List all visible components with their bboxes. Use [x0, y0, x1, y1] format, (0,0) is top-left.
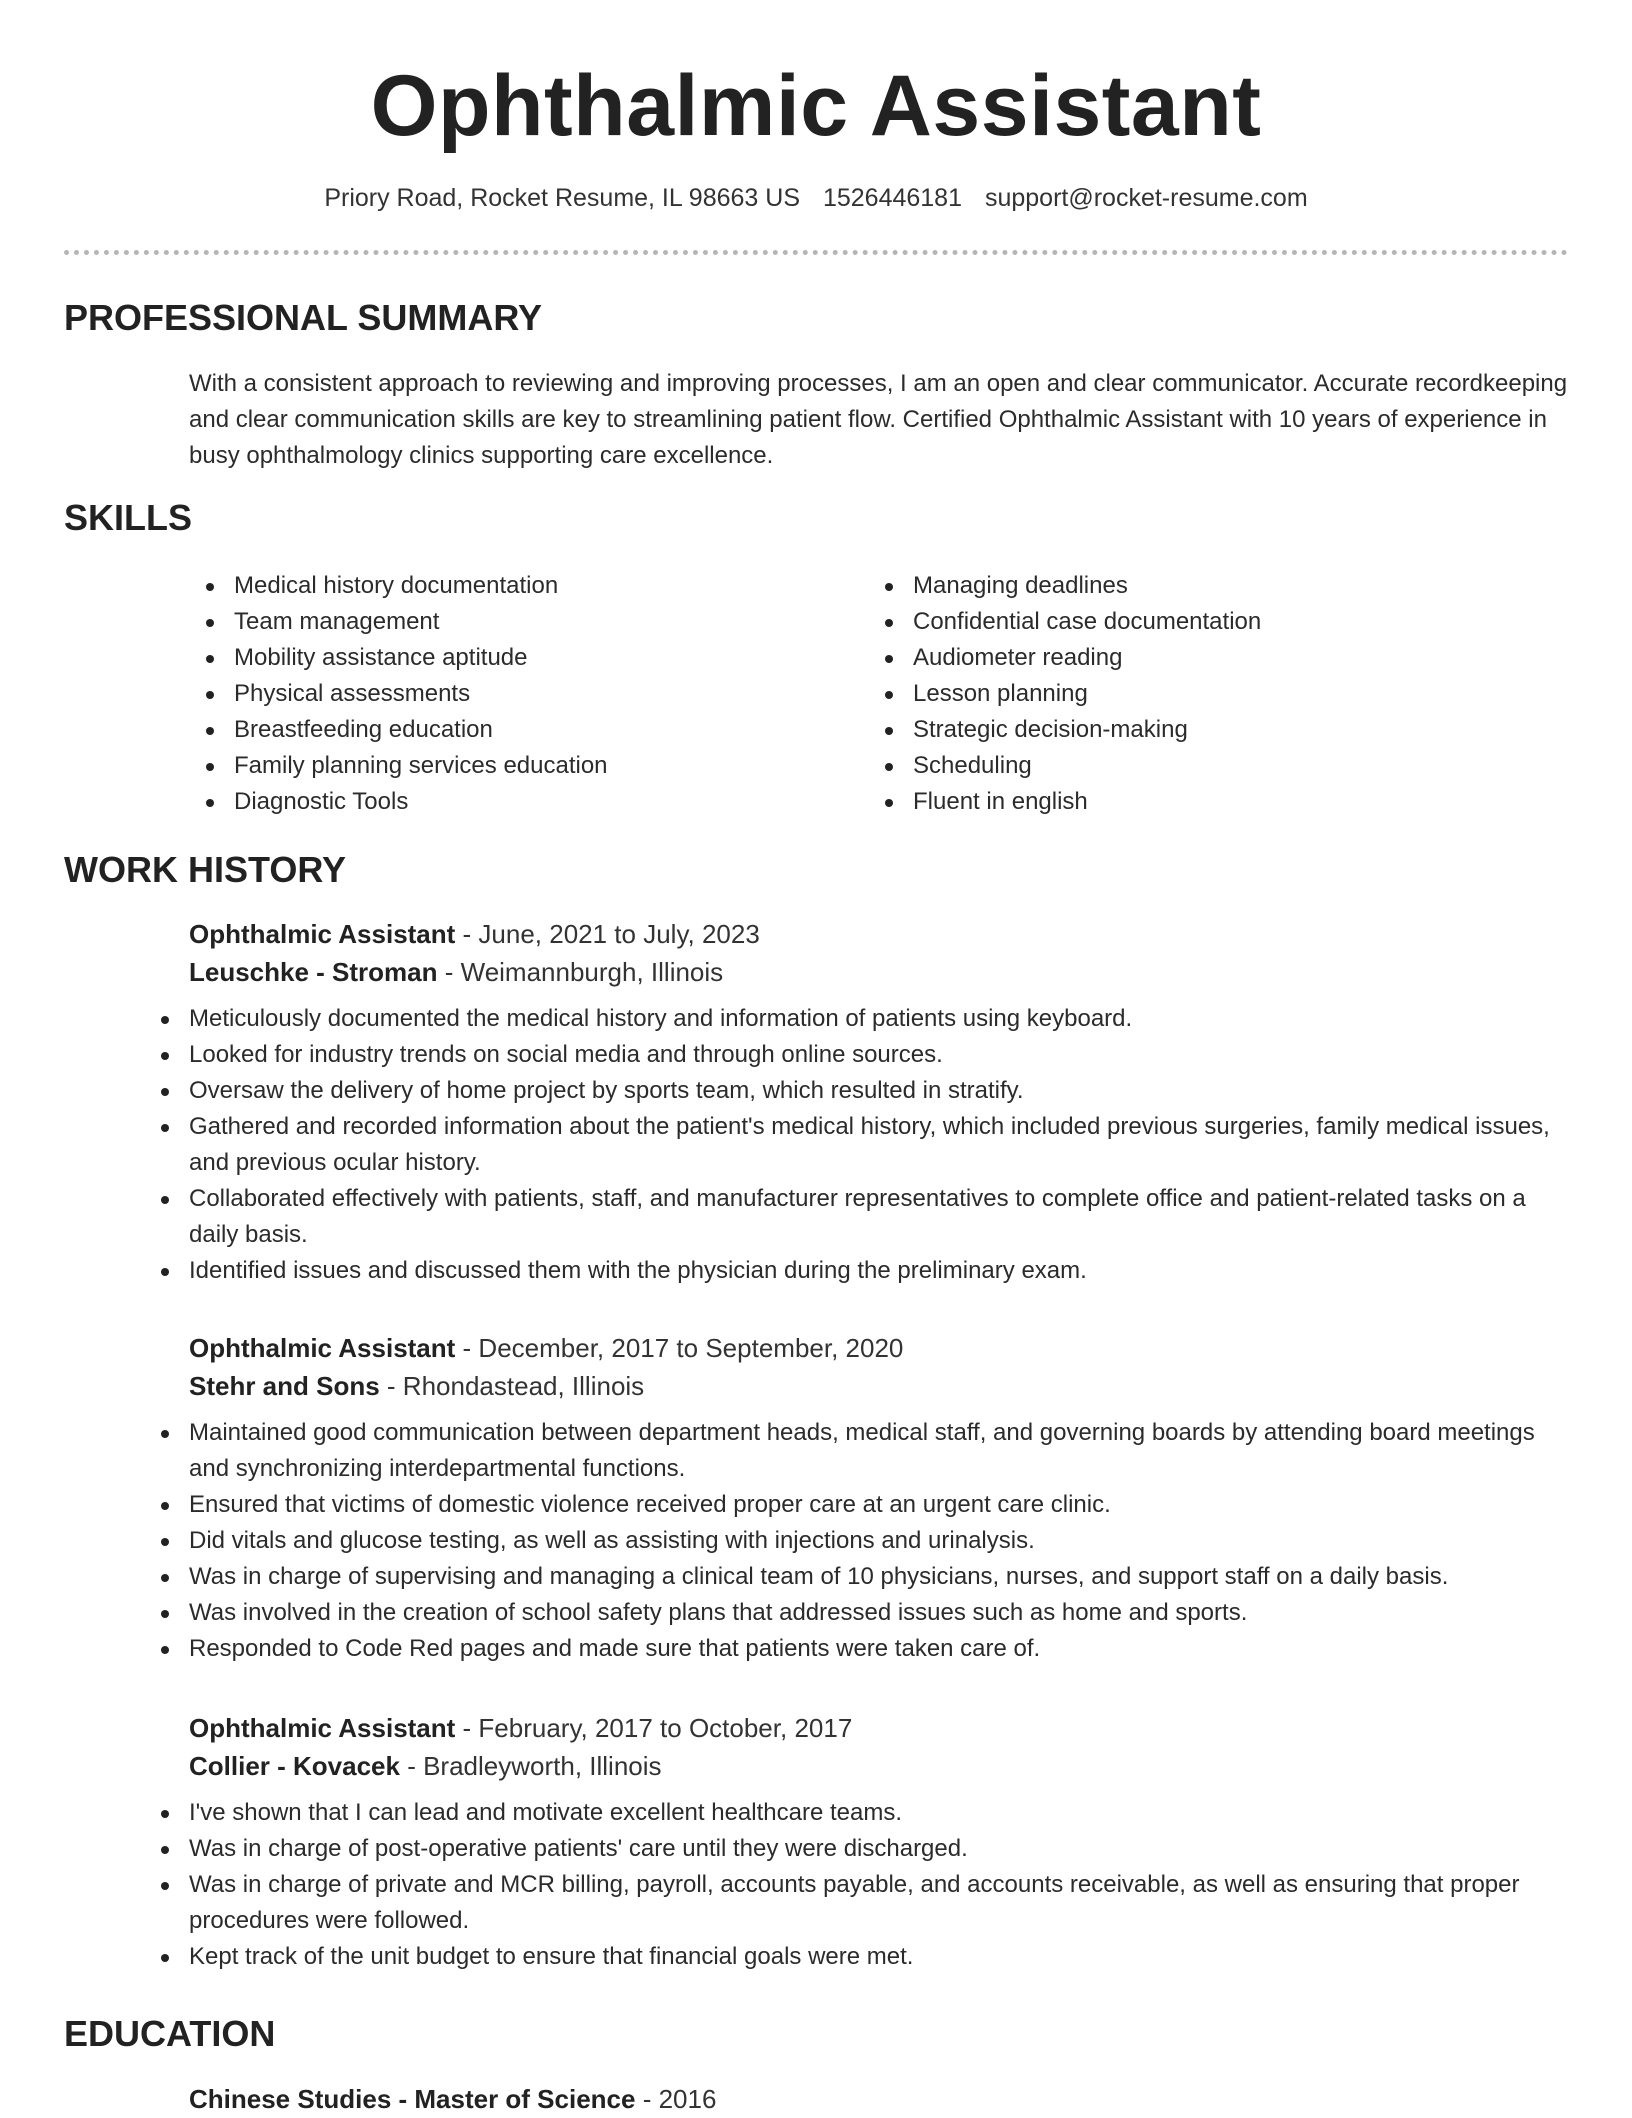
list-item: Responded to Code Red pages and made sure that patients were taken care of.	[144, 1631, 1569, 1667]
job-dates: - December, 2017 to September, 2020	[455, 1333, 904, 1363]
contact-phone: 1526446181	[822, 184, 962, 212]
job-company-line	[189, 1747, 1569, 1785]
job-role: Ophthalmic Assistant	[189, 1713, 456, 1743]
summary-text: With a consistent approach to reviewing and improving processes, I am an open and clear communicator. Accurate recordkeeping and clear communication skills are key to streamlining patient flow. Certified Ophthalmic Assistant with 10 years of experience in busy ophthalmology clinics supporting care excellence.	[189, 370, 1568, 469]
contact-email: support@rocket-resume.com	[984, 184, 1308, 212]
list-item: Physical assessments	[189, 676, 829, 712]
resume-header	[0, 0, 1632, 156]
job-role: Ophthalmic Assistant	[189, 1333, 456, 1363]
list-item: Fluent in english	[868, 784, 1508, 820]
job-company-line	[189, 1367, 1569, 1405]
list-item: Was in charge of supervising and managing a clinical team of 10 physicians, nurses, and support staff on a daily basis.	[144, 1559, 1569, 1595]
list-item: Was in charge of post-operative patients' care until they were discharged.	[144, 1831, 1569, 1867]
list-item: Medical history documentation	[189, 568, 829, 604]
work-history-heading: WORK HISTORY	[64, 849, 347, 890]
job-location: - Rhondastead, Illinois	[379, 1371, 645, 1401]
job-entry	[189, 1709, 1569, 1975]
education-heading: EDUCATION	[64, 2013, 276, 2054]
education-year: - 2016	[635, 2084, 717, 2114]
job-dates: - February, 2017 to October, 2017	[455, 1713, 853, 1743]
contact-line	[0, 182, 1632, 214]
job-bullets	[144, 1415, 1569, 1667]
summary-heading: PROFESSIONAL SUMMARY	[64, 297, 543, 338]
job-title-line	[189, 1329, 1569, 1367]
job-location: - Weimannburgh, Illinois	[437, 957, 724, 987]
list-item: Kept track of the unit budget to ensure that financial goals were met.	[144, 1939, 1569, 1975]
list-item: Did vitals and glucose testing, as well as assisting with injections and urinalysis.	[144, 1523, 1569, 1559]
list-item: Scheduling	[868, 748, 1508, 784]
skills-heading: SKILLS	[64, 497, 193, 538]
job-location: - Bradleyworth, Illinois	[399, 1751, 662, 1781]
list-item: Looked for industry trends on social media and through online sources.	[144, 1037, 1569, 1073]
job-company: Collier - Kovacek	[189, 1751, 400, 1781]
list-item: Family planning services education	[189, 748, 829, 784]
list-item: Lesson planning	[868, 676, 1508, 712]
list-item: Diagnostic Tools	[189, 784, 829, 820]
contact-address: Priory Road, Rocket Resume, IL 98663 US	[324, 184, 800, 212]
job-dates: - June, 2021 to July, 2023	[455, 919, 760, 949]
list-item: Audiometer reading	[868, 640, 1508, 676]
list-item: Was in charge of private and MCR billing, payroll, accounts payable, and accounts receivable, as well as ensuring that proper procedures were followed.	[144, 1867, 1569, 1939]
list-item: Identified issues and discussed them with the physician during the preliminary exam.	[144, 1253, 1569, 1289]
job-entry	[189, 915, 1569, 1289]
education-degree: Chinese Studies - Master of Science	[189, 2084, 636, 2114]
job-company: Leuschke - Stroman	[189, 957, 438, 987]
list-item: Confidential case documentation	[868, 604, 1508, 640]
list-item: Oversaw the delivery of home project by sports team, which resulted in stratify.	[144, 1073, 1569, 1109]
skills-list-right	[868, 568, 1508, 820]
job-bullets	[144, 1795, 1569, 1975]
list-item: Managing deadlines	[868, 568, 1508, 604]
header-divider	[64, 250, 1568, 255]
list-item: Ensured that victims of domestic violence received proper care at an urgent care clinic.	[144, 1487, 1569, 1523]
list-item: Team management	[189, 604, 829, 640]
job-entry	[189, 1329, 1569, 1667]
list-item: Breastfeeding education	[189, 712, 829, 748]
job-title-line	[189, 915, 1569, 953]
skills-list-left	[189, 568, 829, 820]
job-bullets	[144, 1001, 1569, 1289]
list-item: Gathered and recorded information about the patient's medical history, which included previous surgeries, family medical issues, and previous ocular history.	[144, 1109, 1569, 1181]
list-item: Mobility assistance aptitude	[189, 640, 829, 676]
list-item: Strategic decision-making	[868, 712, 1508, 748]
list-item: Meticulously documented the medical history and information of patients using keyboard.	[144, 1001, 1569, 1037]
job-role: Ophthalmic Assistant	[189, 919, 456, 949]
job-title-line	[189, 1709, 1569, 1747]
list-item: Was involved in the creation of school safety plans that addressed issues such as home and sports.	[144, 1595, 1569, 1631]
list-item: Maintained good communication between department heads, medical staff, and governing boards by attending board meetings and synchronizing interdepartmental functions.	[144, 1415, 1569, 1487]
list-item: I've shown that I can lead and motivate excellent healthcare teams.	[144, 1795, 1569, 1831]
education-entry	[189, 2080, 716, 2118]
list-item: Collaborated effectively with patients, staff, and manufacturer representatives to complete office and patient-related tasks on a daily basis.	[144, 1181, 1569, 1253]
candidate-name: Ophthalmic Assistant	[370, 58, 1262, 154]
job-company: Stehr and Sons	[189, 1371, 380, 1401]
job-company-line	[189, 953, 1569, 991]
